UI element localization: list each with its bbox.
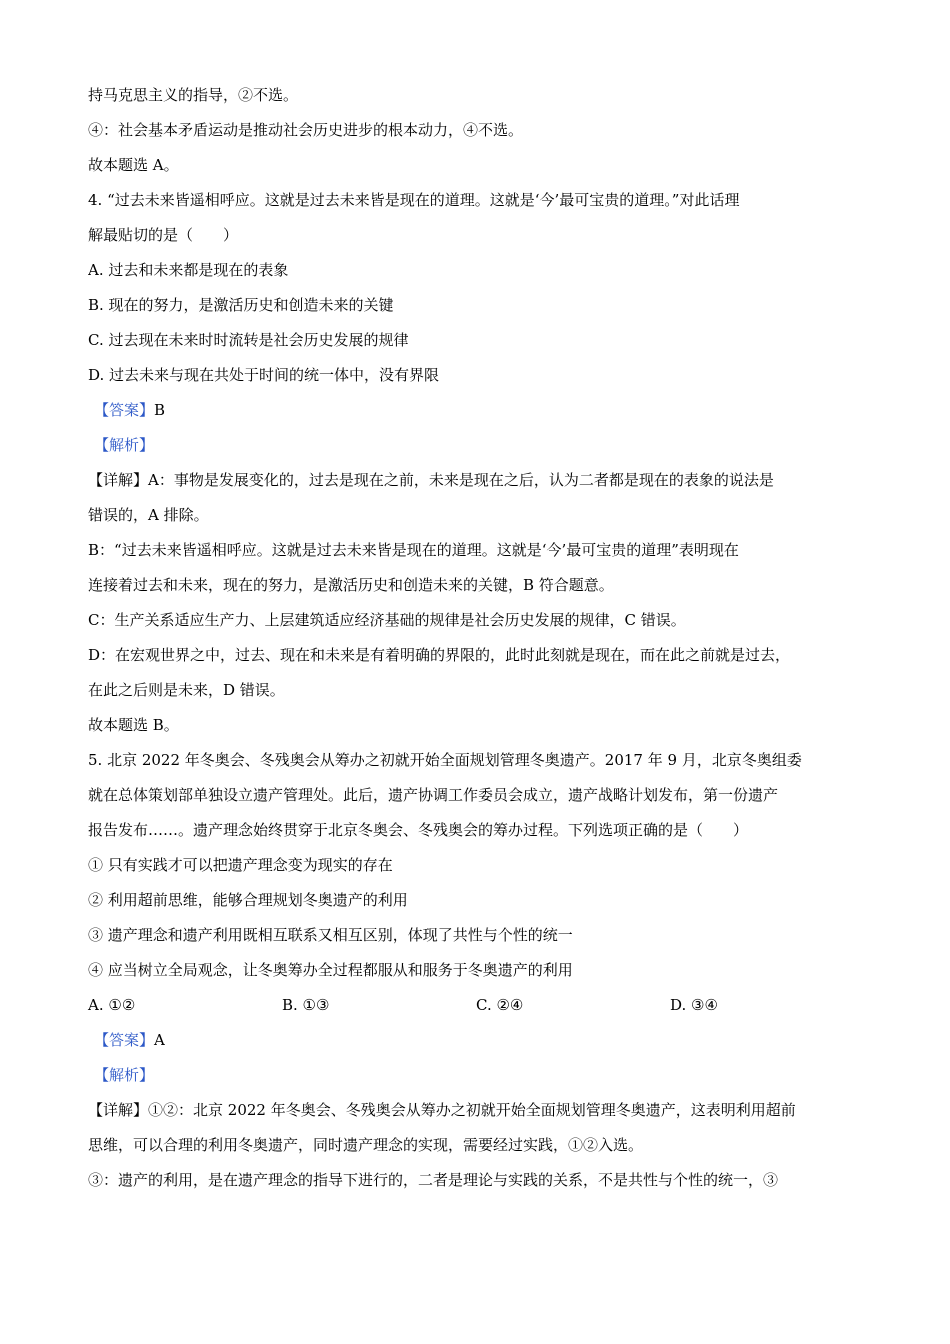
detail-text: ①②：北京 2022 年冬奥会、冬残奥会从筹办之初就开始全面规划管理冬奥遗产，这表明利用超前 [148,1101,796,1119]
analysis-tag: 【解析】 [94,1066,155,1084]
question-5-stem: 5. 北京 2022 年冬奥会、冬残奥会从筹办之初就开始全面规划管理冬奥遗产。2017 年 9 月，北京冬奥组委 [88,751,802,769]
question-5-choices [88,988,868,1023]
question-4-option-b: B. 现在的努力，是激活历史和创造未来的关键 [88,296,394,314]
question-5-item-4: ④ 应当树立全局观念，让冬奥筹办全过程都服从和服务于冬奥遗产的利用 [88,961,573,979]
question-5-detail: 思维，可以合理的利用冬奥遗产，同时遗产理念的实现，需要经过实践，①②入选。 [88,1136,644,1154]
question-4-detail: 在此之后则是未来，D 错误。 [88,681,285,699]
document-page [88,78,868,1198]
answer-tag: 【答案】 [94,401,155,419]
choice-b: B. ①③ [282,996,330,1014]
detail-tag: 【详解】 [88,471,149,489]
question-5-analysis [88,1058,868,1093]
text-line: 故本题选 A。 [88,156,179,174]
question-5-detail: ③：遗产的利用，是在遗产理念的指导下进行的，二者是理论与实践的关系，不是共性与个性的统一，③ [88,1171,779,1189]
choice-d: D. ③④ [670,996,718,1014]
choice-c: C. ②④ [476,996,524,1014]
question-4-detail: 错误的，A 排除。 [88,506,209,524]
question-4-option-d: D. 过去未来与现在共处于时间的统一体中，没有界限 [88,366,440,384]
question-4-stem: 解最贴切的是（ ） [88,226,239,244]
question-5-item-3: ③ 遗产理念和遗产利用既相互联系又相互区别，体现了共性与个性的统一 [88,926,573,944]
text-line: 持马克思主义的指导，②不选。 [88,86,299,104]
question-5-detail [88,1093,868,1128]
detail-tag: 【详解】 [88,1101,149,1119]
answer-value: A [154,1031,165,1049]
detail-text: A：事物是发展变化的，过去是现在之前，未来是现在之后，认为二者都是现在的表象的说法是 [148,471,774,489]
question-4-detail: B：“过去未来皆遥相呼应。这就是过去未来皆是现在的道理。这就是‘今’最可宝贵的道理”表明现在 [88,541,739,559]
answer-tag: 【答案】 [94,1031,155,1049]
text-line: ④：社会基本矛盾运动是推动社会历史进步的根本动力，④不选。 [88,121,524,139]
question-4-detail: 连接着过去和未来，现在的努力，是激活历史和创造未来的关键，B 符合题意。 [88,576,614,594]
question-4-conclusion: 故本题选 B。 [88,716,179,734]
question-5-answer [88,1023,868,1058]
question-4-stem: 4. “过去未来皆遥相呼应。这就是过去未来皆是现在的道理。这就是‘今’最可宝贵的道理。”对此话理 [88,191,740,209]
question-5-item-2: ② 利用超前思维，能够合理规划冬奥遗产的利用 [88,891,408,909]
analysis-tag: 【解析】 [94,436,155,454]
question-4-detail: C：生产关系适应生产力、上层建筑适应经济基础的规律是社会历史发展的规律，C 错误。 [88,611,686,629]
question-4-option-a: A. 过去和未来都是现在的表象 [88,261,289,279]
question-5-stem: 就在总体策划部单独设立遗产管理处。此后，遗产协调工作委员会成立，遗产战略计划发布，第一份遗产 [88,786,779,804]
question-4-analysis [88,428,868,463]
question-4-answer [88,393,868,428]
question-4-detail [88,463,868,498]
question-4-option-c: C. 过去现在未来时时流转是社会历史发展的规律 [88,331,409,349]
answer-value: B [154,401,166,419]
question-4-detail: D：在宏观世界之中，过去、现在和未来是有着明确的界限的，此时此刻就是现在，而在此之前就是过去， [88,646,791,664]
choice-a: A. ①② [88,996,136,1014]
question-5-item-1: ① 只有实践才可以把遗产理念变为现实的存在 [88,856,393,874]
question-5-stem: 报告发布……。遗产理念始终贯穿于北京冬奥会、冬残奥会的筹办过程。下列选项正确的是（ ） [88,821,749,839]
